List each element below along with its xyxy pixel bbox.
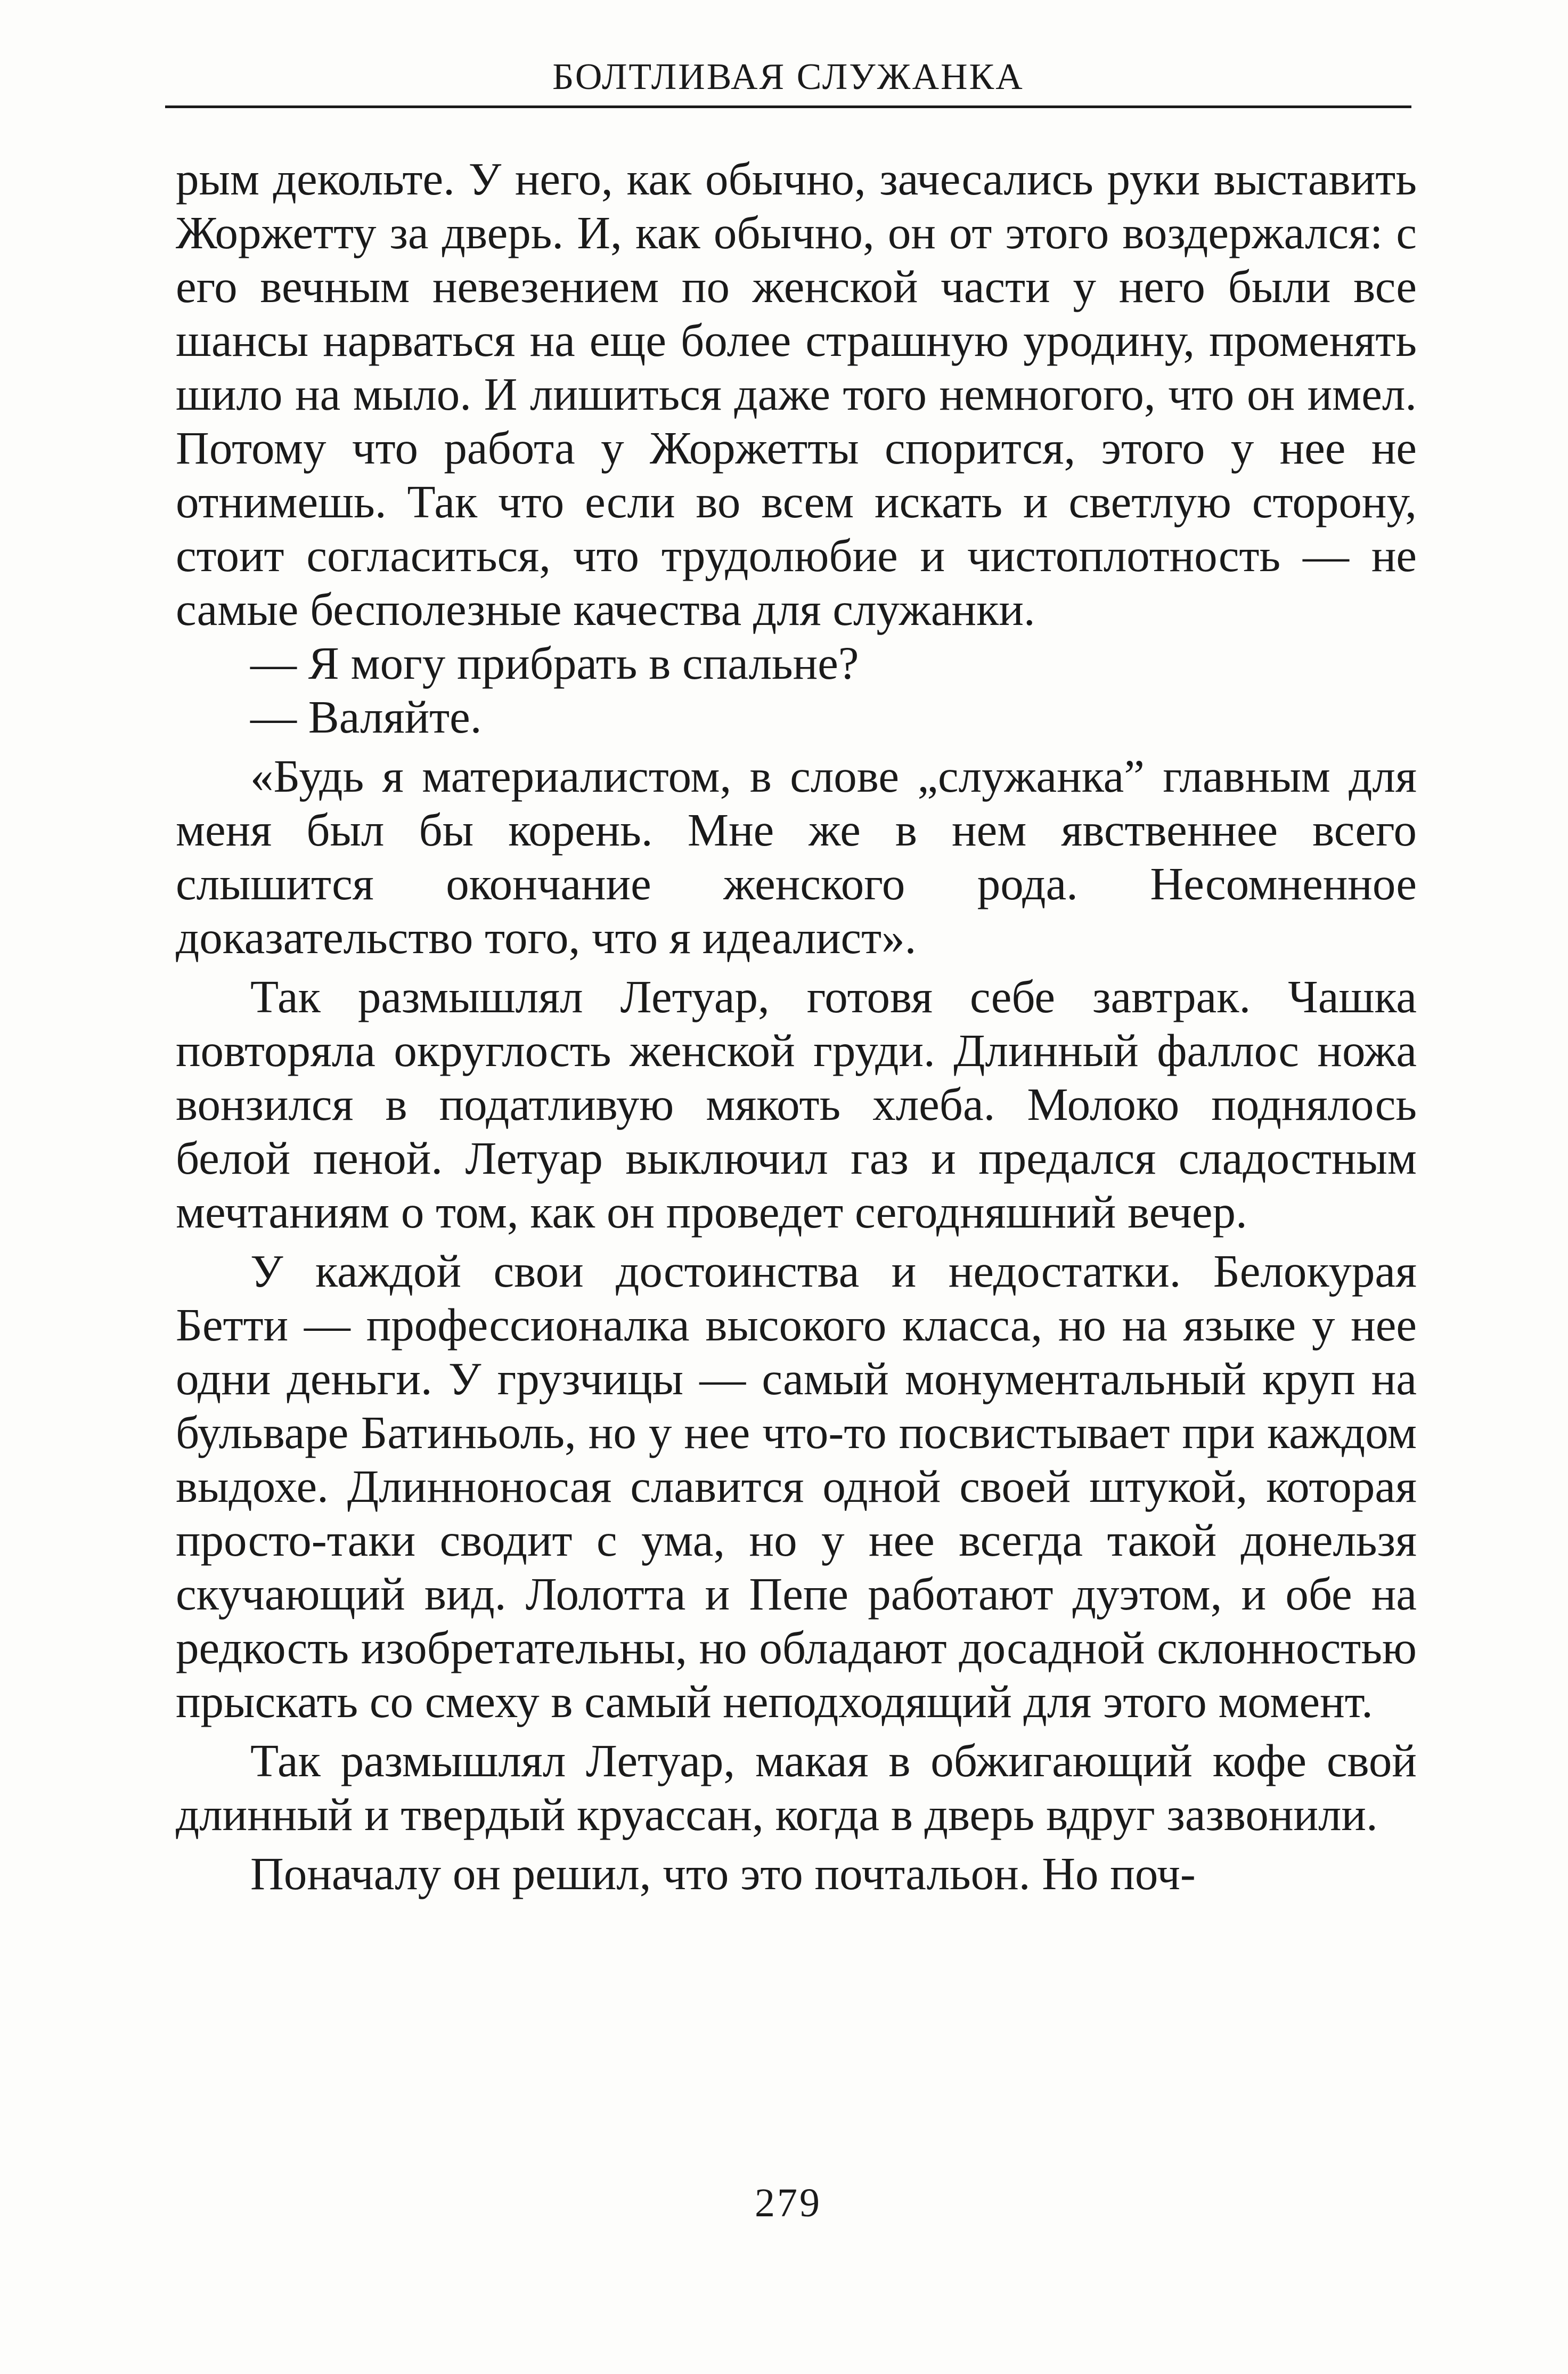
header-rule	[165, 105, 1411, 108]
running-head: БОЛТЛИВАЯ СЛУЖАНКА	[552, 56, 1024, 97]
dialogue-line: — Я могу прибрать в спальне?	[250, 637, 859, 689]
dialogue-line: — Валяйте.	[250, 691, 482, 743]
paragraph-continuation: рым декольте. У него, как обычно, зачесались руки выставить Жоржетту за дверь. И, как обычно, он от этого воздержался: с его вечным невезением по женской части у него были все шансы нарваться на еще более страшную уродину, променять шило на мыло. И лишиться даже того немногого, что он имел. Потому что работа у Жоржетты спорится, этого у нее не отнимешь. Так что если во всем искать и светлую сторону, стоит согласиться, что трудолюбие и чистоплотность — не самые бесполезные качества для служанки.	[176, 153, 1417, 635]
paragraph: Так размышлял Летуар, готовя себе завтрак. Чашка повторяла округлость женской груди. Длинный фаллос ножа вонзился в податливую мякоть хлеба. Молоко поднялось белой пеной. Летуар выключил газ и предался сладостным мечтаниям о том, как он проведет сегодняшний вечер.	[176, 971, 1417, 1238]
page-number: 279	[755, 2181, 822, 2225]
paragraph: У каждой свои достоинства и недостатки. Белокурая Бетти — профессионалка высокого класса, но на языке у нее одни деньги. У грузчицы — самый монументальный круп на бульваре Батиньоль, но у нее что-то посвистывает при каждом выдохе. Длинноносая славится одной своей штукой, которая просто-таки сводит с ума, но у нее всегда такой донельзя скучающий вид. Лолотта и Пепе работают дуэтом, и обе на редкость изобретательны, но обладают досадной склонностью прыскать со смеху в самый неподходящий для этого момент.	[176, 1245, 1417, 1727]
paragraph: Так размышлял Летуар, макая в обжигающий кофе свой длинный и твердый круассан, когда в дверь вдруг зазвонили.	[176, 1735, 1417, 1840]
paragraph: Поначалу он решил, что это почтальон. Но поч-	[250, 1848, 1196, 1899]
body-text	[176, 152, 1417, 1900]
paragraph: «Будь я материалистом, в слове „служанка” главным для меня был бы корень. Мне же в нем явственнее всего слышится окончание женского рода. Несомненное доказательство того, что я идеалист».	[176, 750, 1417, 963]
